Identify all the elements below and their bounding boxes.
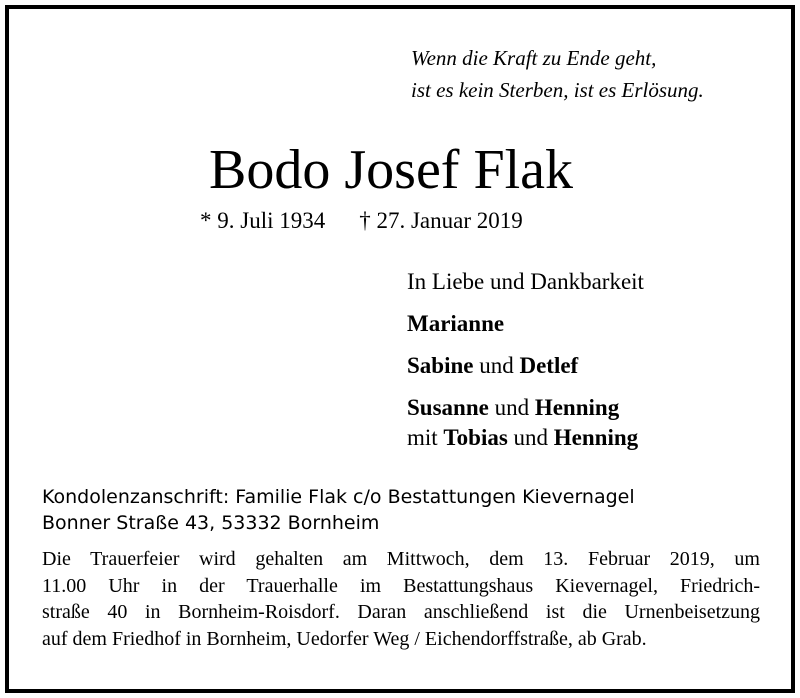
- mourner-conjunction: und: [473, 353, 520, 378]
- ceremony-notice: [42, 546, 760, 652]
- mourner-name: Tobias: [443, 425, 508, 450]
- mourner-line-2: [407, 351, 644, 381]
- mourner-prefix: mit: [407, 425, 444, 450]
- mourners-block: [407, 267, 644, 453]
- ceremony-line-2: 11.00 Uhr in der Trauerhalle im Bestattungshaus Kievernagel, Friedrich-: [42, 574, 760, 597]
- mourner-name: Detlef: [519, 353, 579, 378]
- mourner-name: Susanne: [407, 395, 489, 420]
- mourner-line-4: [407, 423, 644, 453]
- memorial-quote: [411, 42, 771, 106]
- death-date: † 27. Januar 2019: [359, 208, 523, 233]
- ceremony-line-1: Die Trauerfeier wird gehalten am Mittwoch, dem 13. Februar 2019, um: [42, 548, 760, 570]
- mourner-name: Marianne: [407, 311, 505, 336]
- mourner-conjunction: und: [507, 425, 554, 450]
- birth-date: * 9. Juli 1934: [200, 208, 326, 233]
- mourner-name: Henning: [534, 395, 620, 420]
- quote-line-1: Wenn die Kraft zu Ende geht,: [411, 46, 657, 70]
- condolence-address: [42, 484, 635, 536]
- condolence-line-1: Kondolenzanschrift: Familie Flak c/o Bestattungen Kievernagel: [42, 486, 635, 508]
- mourner-line-1: [407, 309, 644, 339]
- life-dates: [200, 206, 523, 236]
- condolence-line-2: Bonner Straße 43, 53332 Bornheim: [42, 512, 380, 534]
- mourner-conjunction: und: [488, 395, 535, 420]
- ceremony-line-4: auf dem Friedhof in Bornheim, Uedorfer Weg / Eichendorffstraße, ab Grab.: [42, 627, 647, 650]
- mourner-name: Henning: [553, 425, 639, 450]
- ceremony-line-3: straße 40 in Bornheim-Roisdorf. Daran anschließend ist die Urnenbeisetzung: [42, 601, 760, 623]
- mourner-line-3: [407, 393, 644, 423]
- quote-line-2: ist es kein Sterben, ist es Erlösung.: [411, 78, 704, 102]
- mourner-name: Sabine: [407, 353, 474, 378]
- deceased-name: Bodo Josef Flak: [209, 139, 573, 201]
- mourners-intro: In Liebe und Dankbarkeit: [407, 269, 644, 294]
